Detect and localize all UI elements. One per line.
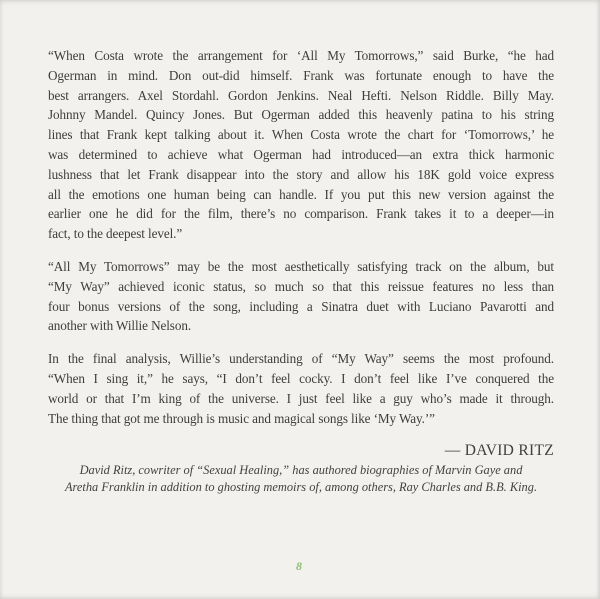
text-line: four bonus versions of the song, including a Sinatra duet with Luciano Pavarotti and	[48, 298, 554, 314]
text-line: The thing that got me through is music and magical songs like ‘My Way.’”	[48, 410, 435, 426]
text-line: fact, to the deepest level.”	[48, 226, 183, 242]
paragraph-burke-quote	[48, 46, 554, 244]
page-number: 8	[296, 559, 302, 573]
text-line: “All My Tomorrows” may be the most aesthetically satisfying track on the album, but	[48, 258, 554, 274]
text-line: another with Willie Nelson.	[48, 318, 192, 334]
author-attribution: — DAVID RITZ	[444, 442, 554, 460]
bio-line: Aretha Franklin in addition to ghosting memoirs of, among others, Ray Charles and B.B. King.	[64, 479, 538, 494]
text-line: best arrangers. Axel Stordahl. Gordon Jenkins. Neal Hefti. Nelson Riddle. Billy May.	[48, 87, 554, 103]
text-line: world or that I’m king of the universe. I just feel like a guy who’s made it through.	[48, 390, 554, 406]
bio-line: David Ritz, cowriter of “Sexual Healing,” has authored biographies of Marvin Gaye and	[79, 463, 523, 478]
text-line: Ogerman in mind. Don out-did himself. Frank was fortunate enough to have the	[48, 67, 554, 83]
text-line: “When I sing it,” he says, “I don’t feel cocky. I don’t feel like I’ve conquered the	[48, 370, 554, 386]
text-line: “My Way” achieved iconic status, so much so that this reissue features no less than	[48, 278, 554, 294]
text-line: lines that Frank kept talking about it. When Costa wrote the chart for ‘Tomorrows,’ he	[48, 127, 554, 143]
text-line: was determined to achieve what Ogerman had introduced—an extra thick harmonic	[48, 146, 554, 162]
text-line: earlier one he did for the film, there’s no comparison. Frank takes it to a deeper—in	[48, 206, 554, 222]
paragraph-willie-quote	[48, 349, 554, 428]
paragraph-my-way-status	[48, 257, 554, 336]
text-line: Johnny Mandel. Quincy Jones. But Ogerman added this heavenly patina to his string	[48, 107, 554, 123]
text-line: “When Costa wrote the arrangement for ‘All My Tomorrows,” said Burke, “he had	[48, 48, 554, 63]
text-line: In the final analysis, Willie’s understanding of “My Way” seems the most profound.	[48, 351, 554, 367]
text-line: lushness that let Frank disappear into the story and allow his 18K gold voice express	[48, 166, 554, 182]
text-line: all the emotions one human being can handle. If you put this new version against the	[48, 186, 554, 202]
author-bio	[48, 462, 554, 495]
liner-notes-text	[48, 46, 554, 495]
